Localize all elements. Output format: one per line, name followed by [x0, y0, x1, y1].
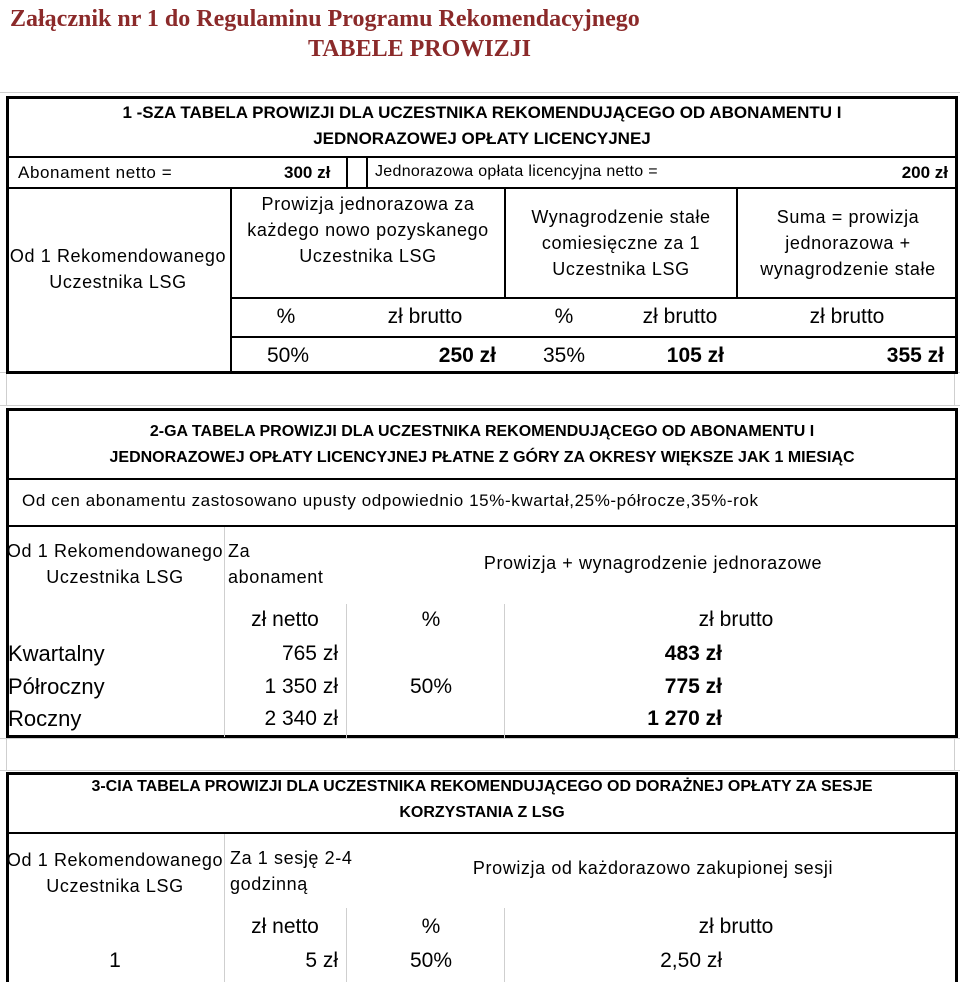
table-3-rule [6, 832, 958, 834]
grid-line [224, 527, 225, 737]
grid-line [6, 738, 7, 770]
license-fee-label: Jednorazowa opłata licencyjna netto = [375, 163, 658, 180]
subscription-netto-value: 1 350 zł [264, 675, 338, 698]
session-header: Za 1 sesję 2-4 godzinną [230, 848, 353, 894]
document-title [10, 4, 950, 64]
discount-note: Od cen abonamentu zastosowano upusty odpowiednio 15%-kwartał,25%-półrocze,35%-rok [22, 491, 759, 510]
grid-line [6, 372, 7, 406]
subscription-net-label: Abonament netto = [18, 163, 173, 182]
unit-brutto: zł brutto [642, 305, 718, 328]
sum-header: Suma = prowizja jednorazowa + wynagrodzenie stałe [760, 207, 936, 279]
session-commission-header: Prowizja od każdorazowo zakupionej sesji [472, 858, 834, 878]
unit-percent: % [421, 608, 441, 631]
session-brutto-value: 2,50 zł [660, 949, 722, 972]
grid-line [0, 405, 960, 406]
period-label: Roczny [8, 706, 82, 731]
table-1-rule [6, 156, 958, 158]
onetime-percent-value: 50% [266, 344, 310, 367]
unit-netto: zł netto [251, 608, 319, 631]
period-label: Kwartalny [8, 641, 105, 666]
table-1-rule [346, 156, 348, 188]
session-percent-value: 50% [409, 949, 453, 972]
commission-percent-value: 50% [409, 675, 453, 698]
commission-brutto-value: 1 270 zł [647, 707, 722, 730]
table-2-rule [6, 525, 958, 527]
table-1-heading-line-2: JEDNORAZOWEJ OPŁATY LICENCYJNEJ [313, 129, 651, 148]
subscription-netto-value: 765 zł [281, 642, 338, 665]
sum-brutto-value: 355 zł [886, 344, 944, 367]
commission-brutto-value: 775 zł [664, 675, 722, 698]
monthly-brutto-value: 105 zł [666, 344, 724, 367]
table-1-rule [6, 187, 958, 189]
onetime-brutto-value: 250 zł [438, 344, 496, 367]
commission-header: Prowizja + wynagrodzenie jednorazowe [483, 553, 823, 573]
subscription-header: Za abonament [228, 541, 324, 587]
grid-line [0, 770, 960, 771]
onetime-commission-header: Prowizja jednorazowa za każdego nowo pozyskanego Uczestnika LSG [247, 194, 489, 266]
table-2-rule [6, 478, 958, 480]
unit-brutto: zł brutto [809, 305, 885, 328]
table-1-rule [230, 336, 958, 338]
table-2-heading-line-1: 2-GA TABELA PROWIZJI DLA UCZESTNIKA REKOMENDUJĄCEGO OD ABONAMENTU I [149, 423, 815, 440]
grid-line [0, 738, 960, 739]
license-fee-value: 200 zł [901, 163, 948, 182]
commission-brutto-value: 483 zł [664, 642, 722, 665]
subscription-netto-value: 2 340 zł [264, 707, 338, 730]
table-3-heading-line-1: 3-CIA TABELA PROWIZJI DLA UCZESTNIKA REKOMENDUJĄCEGO OD DORAŻNEJ OPŁATY ZA SESJE [91, 778, 873, 795]
table-3-heading-line-2: KORZYSTANIA Z LSG [399, 804, 565, 821]
table-3-row-header: Od 1 Rekomendowanego Uczestnika LSG [6, 850, 224, 896]
period-label: Półroczny [8, 674, 105, 699]
grid-line [954, 372, 955, 406]
title-line-1: Załącznik nr 1 do Regulaminu Programu Rekomendacyjnego [10, 6, 640, 32]
table-1-row-header: Od 1 Rekomendowanego Uczestnika LSG [9, 246, 227, 292]
session-netto-value: 5 zł [305, 949, 338, 972]
table-1-heading-line-1: 1 -SZA TABELA PROWIZJI DLA UCZESTNIKA REKOMENDUJĄCEGO OD ABONAMENTU I [122, 103, 842, 122]
table-1-rule [366, 156, 368, 188]
session-count-value: 1 [109, 949, 121, 972]
grid-line [954, 738, 955, 770]
unit-brutto: zł brutto [698, 915, 774, 938]
grid-line [0, 92, 960, 93]
monthly-fee-header: Wynagrodzenie stałe comiesięczne za 1 Uczestnika LSG [531, 207, 711, 279]
unit-percent: % [554, 305, 574, 328]
table-2-row-header: Od 1 Rekomendowanego Uczestnika LSG [6, 541, 224, 587]
table-1-rule [230, 297, 958, 299]
unit-netto: zł netto [251, 915, 319, 938]
monthly-percent-value: 35% [542, 344, 586, 367]
unit-percent: % [276, 305, 296, 328]
unit-brutto: zł brutto [387, 305, 463, 328]
table-2-heading-line-2: JEDNORAZOWEJ OPŁATY LICENCYJNEJ PŁATNE Z GÓRY ZA OKRESY WIĘKSZE JAK 1 MIESIĄC [109, 449, 855, 466]
title-line-2: TABELE PROWIZJI [308, 36, 531, 62]
subscription-net-value: 300 zł [284, 163, 331, 182]
unit-percent: % [421, 915, 441, 938]
unit-brutto: zł brutto [698, 608, 774, 631]
